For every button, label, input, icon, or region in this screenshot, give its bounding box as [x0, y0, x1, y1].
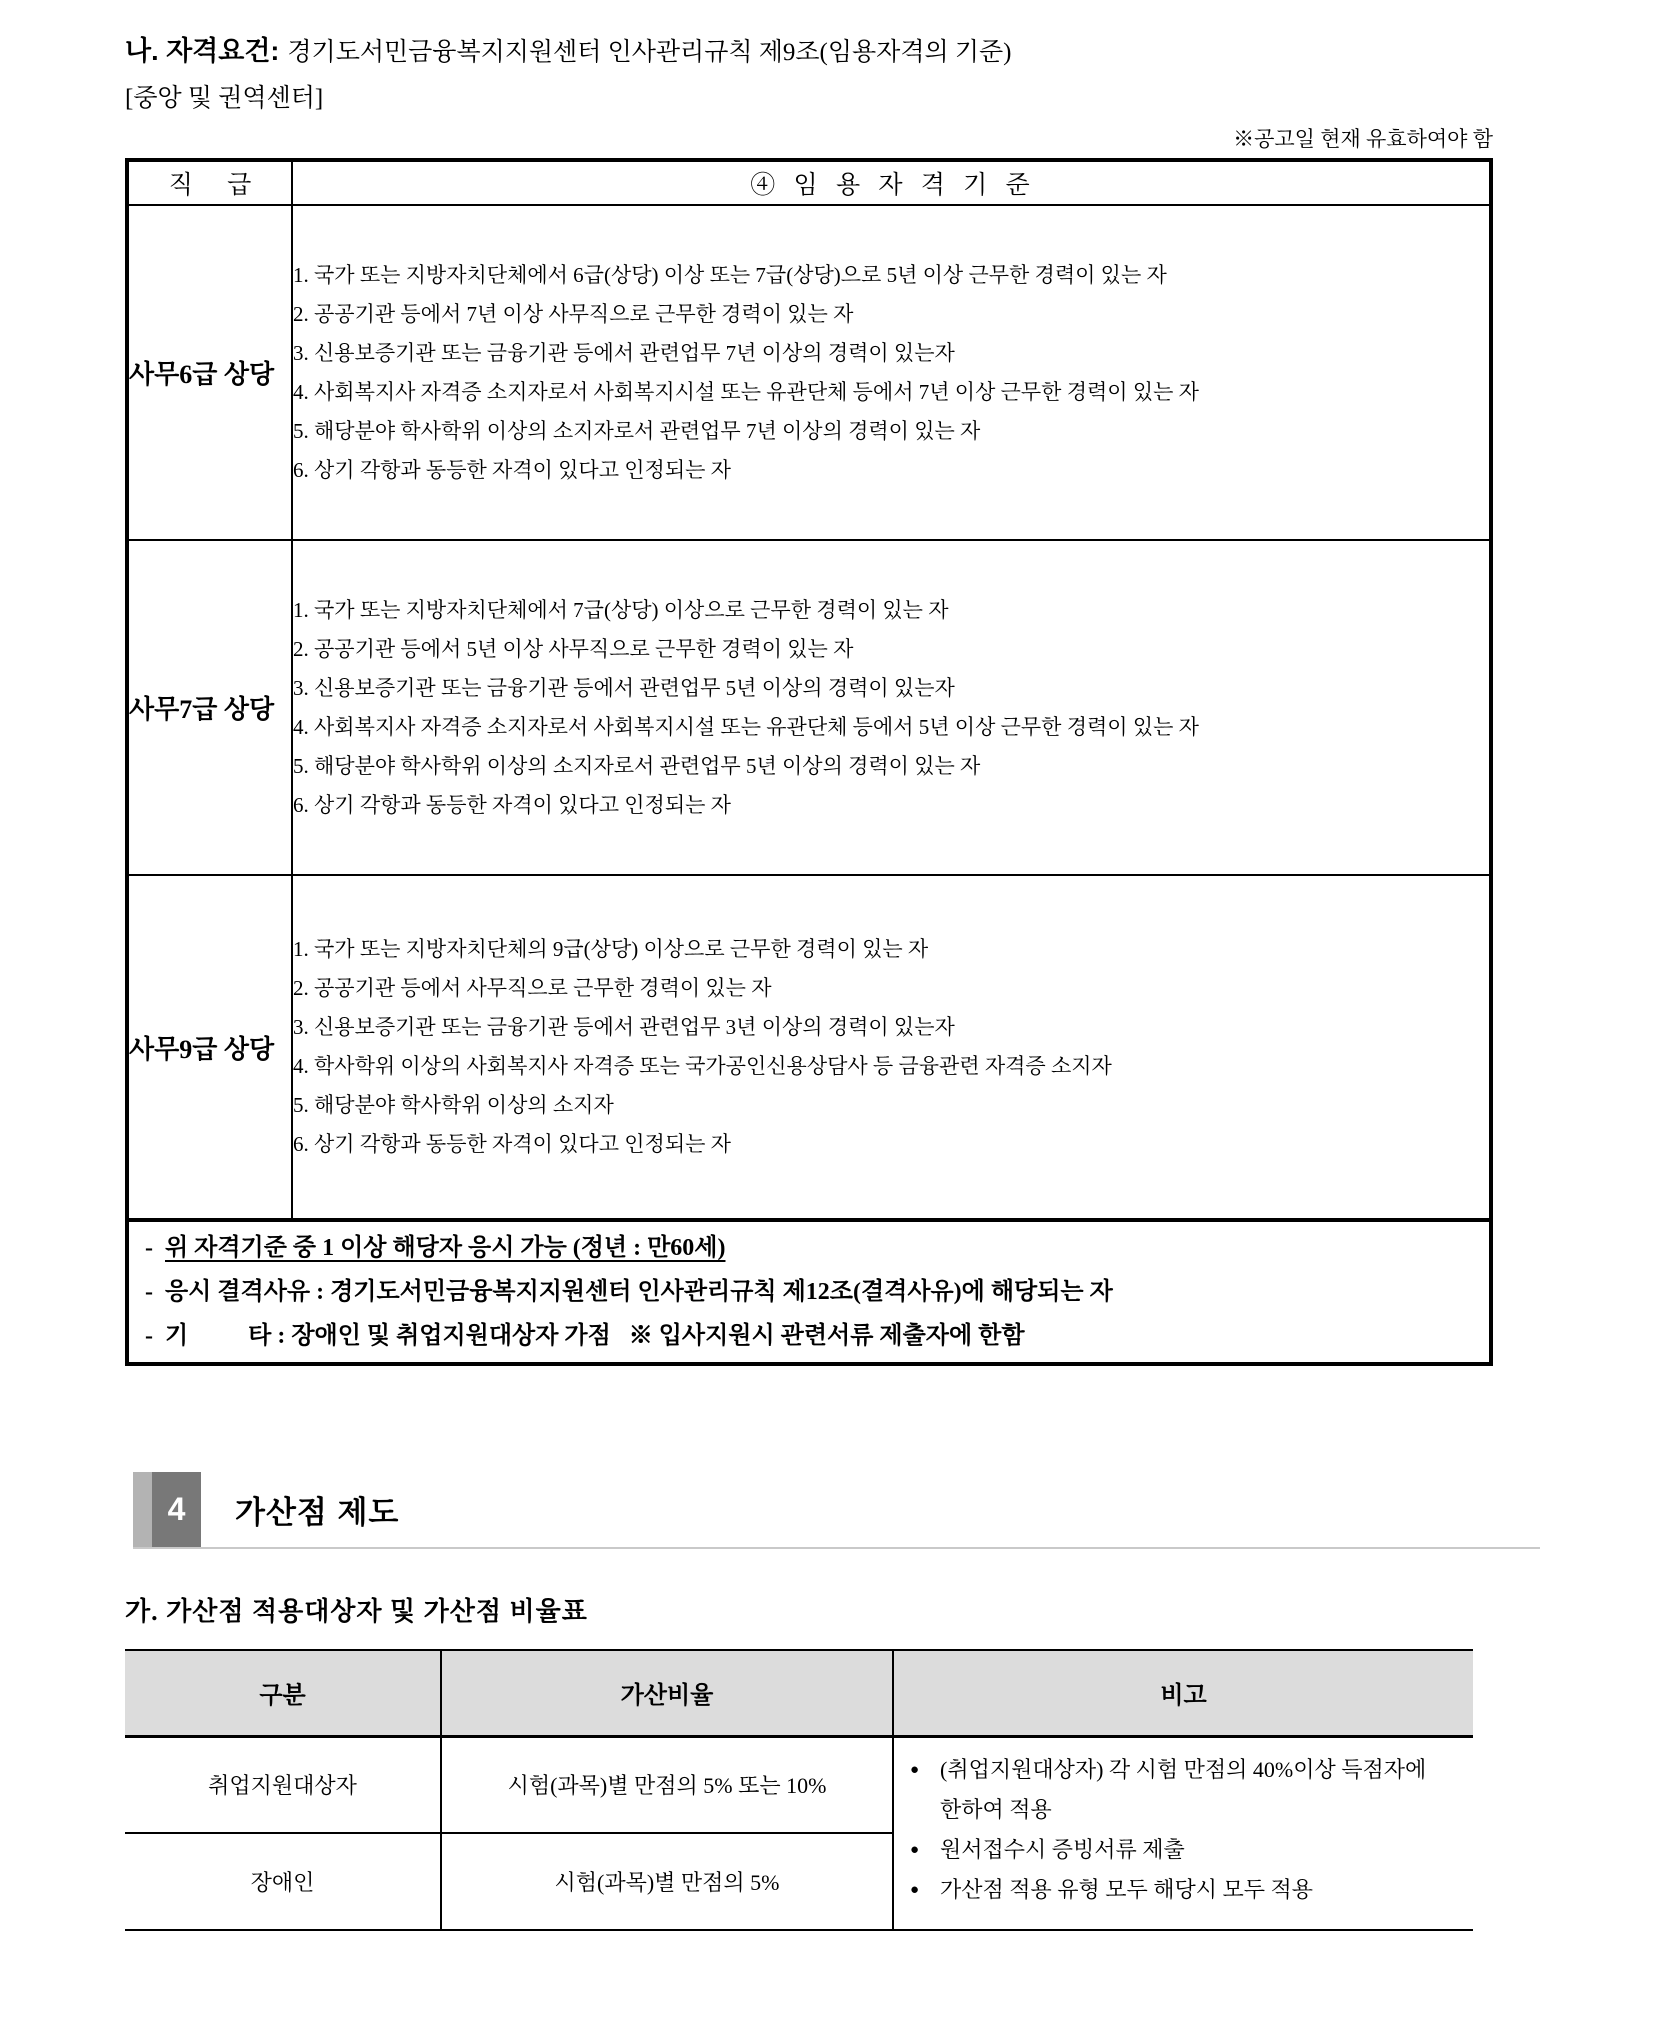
criteria-item: 4. 학사학위 이상의 사회복지사 자격증 또는 국가공인신용상담사 등 금융관련 자격증 소지자 — [293, 1054, 1112, 1078]
criteria-item: 1. 국가 또는 지방자치단체에서 7급(상당) 이상으로 근무한 경력이 있는 자 — [293, 597, 949, 622]
criteria-item: 3. 신용보증기관 또는 금융기관 등에서 관련업무 3년 이상의 경력이 있는자 — [293, 1015, 955, 1039]
remark-item — [910, 1830, 1465, 1870]
criteria-item: 3. 신용보증기관 또는 금융기관 등에서 관련업무 5년 이상의 경력이 있는자 — [293, 675, 955, 700]
note-line — [145, 1270, 1479, 1314]
criteria-item: 2. 공공기관 등에서 사무직으로 근무한 경력이 있는 자 — [293, 976, 772, 1000]
criteria-list — [292, 875, 1491, 1220]
section-header — [133, 1472, 1540, 1549]
bonus-table-header-row — [125, 1650, 1473, 1736]
column-header-ratio: 가산비율 — [441, 1650, 893, 1736]
criteria-list — [292, 205, 1491, 540]
section-badge-accent — [133, 1472, 152, 1547]
criteria-list — [292, 540, 1491, 875]
qualification-table — [125, 158, 1493, 1366]
bullet-icon: ● — [910, 1881, 920, 1898]
criteria-item: 5. 해당분야 학사학위 이상의 소지자 — [293, 1093, 614, 1117]
note-line — [145, 1314, 1479, 1358]
remark-item — [910, 1870, 1465, 1910]
bonus-table — [125, 1649, 1473, 1931]
section-number-badge: 4 — [152, 1472, 201, 1547]
criteria-item: 2. 공공기관 등에서 7년 이상 사무직으로 근무한 경력이 있는 자 — [293, 301, 854, 326]
remark-text: (취업지원대상자) 각 시험 만점의 40%이상 득점자에 한하여 적용 — [940, 1756, 1427, 1822]
note-text: 위 자격기준 중 1 이상 해당자 응시 가능 (정년 : 만60세) — [165, 1235, 726, 1261]
note-text: 응시 결격사유 : 경기도서민금융복지지원센터 인사관리규칙 제12조(결격사유)에 해당되는 자 — [165, 1279, 1113, 1305]
qualification-table-header-row — [127, 160, 1491, 205]
remark-text: 원서접수시 증빙서류 제출 — [940, 1836, 1185, 1862]
rank-label: 사무7급 상당 — [127, 540, 292, 875]
column-header-rank: 직 급 — [127, 160, 292, 205]
column-header-category: 구분 — [125, 1650, 441, 1736]
criteria-item: 2. 공공기관 등에서 5년 이상 사무직으로 근무한 경력이 있는 자 — [293, 636, 854, 661]
criteria-item: 1. 국가 또는 지방자치단체에서 6급(상당) 이상 또는 7급(상당)으로 5년 이상 근무한 경력이 있는 자 — [293, 262, 1167, 287]
criteria-item: 5. 해당분야 학사학위 이상의 소지자로서 관련업무 5년 이상의 경력이 있는 자 — [293, 753, 981, 778]
note-line — [145, 1226, 1479, 1270]
note-dash: - — [145, 1323, 153, 1349]
column-header-remarks: 비고 — [893, 1650, 1473, 1736]
note-text: 기 타 : 장애인 및 취업지원대상자 가점 ※ 입사지원시 관련서류 제출자에 한함 — [165, 1323, 1025, 1349]
ratio-cell: 시험(과목)별 만점의 5% 또는 10% — [441, 1736, 893, 1833]
heading-label: 나. 자격요건: — [125, 36, 280, 66]
rank-label: 사무6급 상당 — [127, 205, 292, 540]
table-row — [127, 540, 1491, 875]
heading-scope: [중앙 및 권역센터] — [125, 85, 324, 112]
bullet-icon: ● — [910, 1761, 920, 1778]
table-row — [125, 1736, 1473, 1833]
validity-note: ※공고일 현재 유효하여야 함 — [1233, 127, 1493, 151]
section-title: 가산점 제도 — [235, 1495, 400, 1530]
category-cell: 장애인 — [125, 1833, 441, 1930]
note-dash: - — [145, 1279, 153, 1305]
table-notes — [127, 1220, 1491, 1364]
bullet-icon: ● — [910, 1841, 920, 1858]
criteria-item: 1. 국가 또는 지방자치단체의 9급(상당) 이상으로 근무한 경력이 있는 자 — [293, 937, 929, 961]
remark-item — [910, 1750, 1465, 1830]
criteria-item: 4. 사회복지사 자격증 소지자로서 사회복지시설 또는 유관단체 등에서 7년 이상 근무한 경력이 있는 자 — [293, 379, 1199, 404]
table-row — [127, 205, 1491, 540]
criteria-item: 3. 신용보증기관 또는 금융기관 등에서 관련업무 7년 이상의 경력이 있는자 — [293, 340, 955, 365]
criteria-item: 6. 상기 각항과 동등한 자격이 있다고 인정되는 자 — [293, 457, 731, 482]
category-cell: 취업지원대상자 — [125, 1736, 441, 1833]
criteria-item: 4. 사회복지사 자격증 소지자로서 사회복지시설 또는 유관단체 등에서 5년 이상 근무한 경력이 있는 자 — [293, 714, 1199, 739]
remark-text: 가산점 적용 유형 모두 해당시 모두 적용 — [940, 1876, 1314, 1902]
sub-heading: 가. 가산점 적용대상자 및 가산점 비율표 — [125, 1597, 588, 1626]
criteria-item: 5. 해당분야 학사학위 이상의 소지자로서 관련업무 7년 이상의 경력이 있는 자 — [293, 418, 981, 443]
table-row — [127, 875, 1491, 1220]
document-heading — [125, 30, 1543, 74]
ratio-cell: 시험(과목)별 만점의 5% — [441, 1833, 893, 1930]
column-header-criteria: ④ 임 용 자 격 기 준 — [292, 160, 1491, 205]
heading-text: 경기도서민금융복지지원센터 인사관리규칙 제9조(임용자격의 기준) — [287, 39, 1012, 66]
rank-label: 사무9급 상당 — [127, 875, 292, 1220]
criteria-item: 6. 상기 각항과 동등한 자격이 있다고 인정되는 자 — [293, 1132, 731, 1156]
note-dash: - — [145, 1235, 153, 1261]
remarks-cell — [893, 1736, 1473, 1930]
criteria-item: 6. 상기 각항과 동등한 자격이 있다고 인정되는 자 — [293, 792, 731, 817]
table-notes-row — [127, 1220, 1491, 1364]
